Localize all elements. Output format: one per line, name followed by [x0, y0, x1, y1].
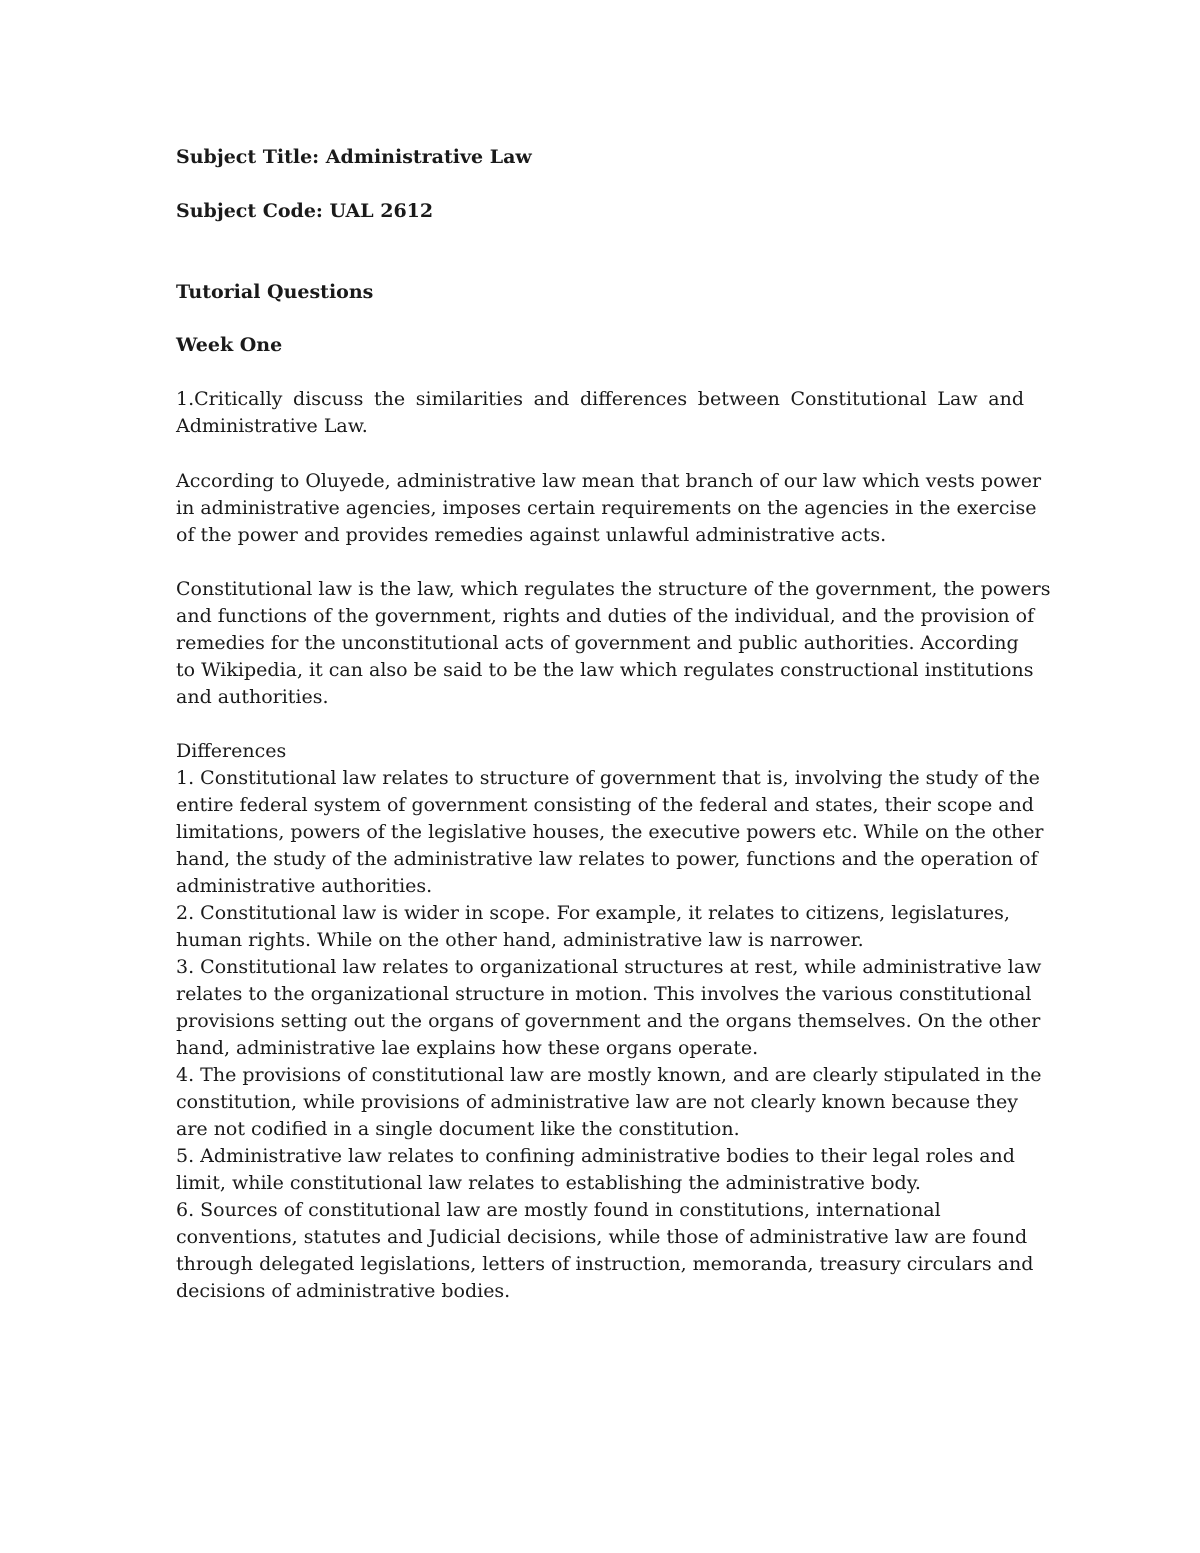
question-text — [176, 386, 1024, 440]
paragraph-line: Constitutional law is the law, which regulates the structure of the government, the powers — [176, 578, 1051, 600]
differences-line: decisions of administrative bodies. — [176, 1280, 511, 1302]
subject-title: Subject Title: Administrative Law — [176, 146, 532, 168]
differences-line: constitution, while provisions of administrative law are not clearly known because they — [176, 1091, 1018, 1113]
differences-line: relates to the organizational structure in motion. This involves the various constitutional — [176, 983, 1032, 1005]
differences-line: 4. The provisions of constitutional law are mostly known, and are clearly stipulated in the — [176, 1064, 1042, 1086]
differences-line: conventions, statutes and Judicial decisions, while those of administrative law are found — [176, 1226, 1028, 1248]
administrative-law-definition — [176, 468, 1042, 549]
differences-line: limitations, powers of the legislative houses, the executive powers etc. While on the other — [176, 821, 1044, 843]
differences-line: limit, while constitutional law relates to establishing the administrative body. — [176, 1172, 921, 1194]
paragraph-line: to Wikipedia, it can also be said to be the law which regulates constructional institutions — [176, 659, 1034, 681]
differences-line: 1. Constitutional law relates to structure of government that is, involving the study of the — [176, 767, 1040, 789]
differences-line: 3. Constitutional law relates to organizational structures at rest, while administrative law — [176, 956, 1042, 978]
differences-list — [176, 738, 1044, 1305]
differences-line: entire federal system of government consisting of the federal and states, their scope and — [176, 794, 1034, 816]
subject-code: Subject Code: UAL 2612 — [176, 200, 434, 222]
differences-line: through delegated legislations, letters of instruction, memoranda, treasury circulars and — [176, 1253, 1034, 1275]
paragraph-line: According to Oluyede, administrative law mean that branch of our law which vests power — [176, 470, 1042, 492]
differences-line: 5. Administrative law relates to confining administrative bodies to their legal roles and — [176, 1145, 1015, 1167]
differences-line: 2. Constitutional law is wider in scope. For example, it relates to citizens, legislatures, — [176, 902, 1010, 924]
differences-line: hand, the study of the administrative law relates to power, functions and the operation of — [176, 848, 1038, 870]
paragraph-line: of the power and provides remedies against unlawful administrative acts. — [176, 524, 887, 546]
question-line: Administrative Law. — [176, 415, 368, 437]
paragraph-line: in administrative agencies, imposes certain requirements on the agencies in the exercise — [176, 497, 1037, 519]
differences-line: hand, administrative lae explains how these organs operate. — [176, 1037, 759, 1059]
paragraph-line: remedies for the unconstitutional acts of government and public authorities. According — [176, 632, 1019, 654]
tutorial-heading: Tutorial Questions — [176, 281, 374, 303]
constitutional-law-definition — [176, 576, 1051, 711]
differences-heading: Differences — [176, 740, 287, 762]
week-heading: Week One — [176, 334, 283, 356]
paragraph-line: and functions of the government, rights and duties of the individual, and the provision of — [176, 605, 1035, 627]
paragraph-line: and authorities. — [176, 686, 329, 708]
differences-line: provisions setting out the organs of government and the organs themselves. On the other — [176, 1010, 1041, 1032]
differences-line: administrative authorities. — [176, 875, 433, 897]
differences-line: human rights. While on the other hand, administrative law is narrower. — [176, 929, 864, 951]
differences-line: are not codified in a single document like the constitution. — [176, 1118, 740, 1140]
question-line: 1.Critically discuss the similarities and differences between Constitutional Law and — [176, 388, 1024, 410]
differences-line: 6. Sources of constitutional law are mostly found in constitutions, international — [176, 1199, 941, 1221]
